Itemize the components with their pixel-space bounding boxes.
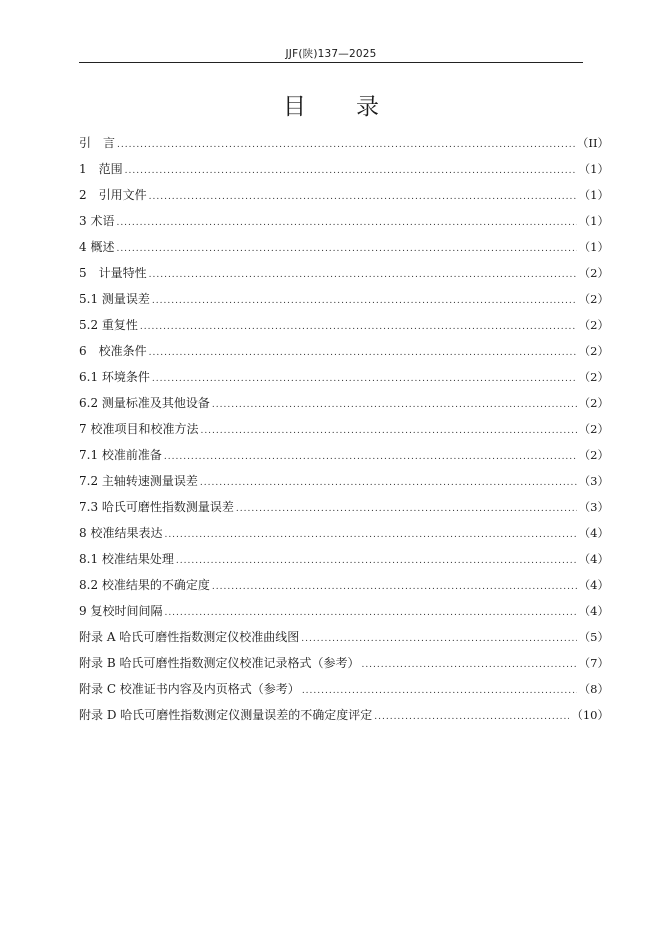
toc-entry[interactable]	[79, 238, 609, 264]
toc-entry-page: （2）	[578, 422, 609, 436]
toc-leader-dots	[152, 374, 577, 384]
toc-entry[interactable]	[79, 186, 609, 212]
toc-entry[interactable]	[79, 342, 609, 368]
toc-leader-dots	[200, 426, 576, 436]
toc-entry-label: 附录 B 哈氏可磨性指数测定仪校准记录格式（参考）	[79, 656, 360, 670]
toc-entry[interactable]	[79, 368, 609, 394]
toc-entry[interactable]	[79, 290, 609, 316]
toc-entry-page: （1）	[578, 214, 609, 228]
toc-entry[interactable]	[79, 524, 609, 550]
toc-entry-label: 7 校准项目和校准方法	[79, 422, 199, 436]
toc-entry-page: （II）	[576, 136, 609, 150]
toc-entry-page: （4）	[578, 552, 609, 566]
toc-leader-dots	[140, 322, 577, 332]
toc-entry-page: （4）	[578, 526, 609, 540]
page-title: 目录	[283, 94, 429, 120]
toc-leader-dots	[117, 140, 575, 150]
toc-entry[interactable]	[79, 628, 609, 654]
toc-entry[interactable]	[79, 420, 609, 446]
toc-entry-page: （2）	[578, 344, 609, 358]
toc-entry-label: 7.3 哈氏可磨性指数测量误差	[79, 500, 234, 514]
toc-entry[interactable]	[79, 446, 609, 472]
toc-entry[interactable]	[79, 680, 609, 706]
toc-leader-dots	[125, 166, 577, 176]
toc-entry-label: 9 复校时间间隔	[79, 604, 163, 618]
toc-entry-page: （2）	[578, 266, 609, 280]
toc-leader-dots	[116, 218, 576, 228]
toc-entry-label: 8.1 校准结果处理	[79, 552, 174, 566]
toc-entry-label: 8 校准结果表达	[79, 526, 163, 540]
toc-leader-dots	[236, 504, 577, 514]
toc-entry-page: （1）	[578, 240, 609, 254]
toc-entry-page: （2）	[578, 318, 609, 332]
toc-entry[interactable]	[79, 212, 609, 238]
toc-entry[interactable]	[79, 264, 609, 290]
toc-entry-page: （4）	[578, 578, 609, 592]
toc-leader-dots	[149, 270, 577, 280]
toc-leader-dots	[302, 686, 577, 696]
toc-entry-page: （3）	[578, 500, 609, 514]
toc-entry-page: （8）	[578, 682, 609, 696]
toc-entry-label: 7.2 主轴转速测量误差	[79, 474, 198, 488]
toc-entry-page: （7）	[578, 656, 609, 670]
toc-entry[interactable]	[79, 576, 609, 602]
toc-entry[interactable]	[79, 316, 609, 342]
toc-entry[interactable]	[79, 498, 609, 524]
table-of-contents	[79, 134, 609, 732]
toc-entry-page: （2）	[578, 396, 609, 410]
toc-leader-dots	[200, 478, 577, 488]
toc-entry-label: 1 范围	[79, 162, 123, 176]
toc-entry[interactable]	[79, 654, 609, 680]
toc-entry-page: （1）	[578, 162, 609, 176]
toc-entry-label: 4 概述	[79, 240, 115, 254]
toc-entry-page: （1）	[578, 188, 609, 202]
toc-entry[interactable]	[79, 134, 609, 160]
toc-leader-dots	[212, 400, 577, 410]
toc-leader-dots	[361, 660, 576, 670]
toc-entry-label: 7.1 校准前准备	[79, 448, 162, 462]
toc-entry-label: 6.2 测量标准及其他设备	[79, 396, 210, 410]
toc-entry-label: 5 计量特性	[79, 266, 147, 280]
toc-entry-page: （5）	[578, 630, 609, 644]
standard-code: JJF(陕)137—2025	[285, 48, 377, 60]
toc-entry[interactable]	[79, 602, 609, 628]
toc-entry-label: 6.1 环境条件	[79, 370, 150, 384]
toc-leader-dots	[164, 530, 576, 540]
toc-entry-page: （3）	[578, 474, 609, 488]
toc-leader-dots	[152, 296, 577, 306]
toc-leader-dots	[374, 712, 569, 722]
toc-entry-page: （2）	[578, 292, 609, 306]
toc-leader-dots	[176, 556, 577, 566]
toc-entry-label: 5.1 测量误差	[79, 292, 150, 306]
toc-entry[interactable]	[79, 160, 609, 186]
toc-entry-label: 附录 C 校准证书内容及内页格式（参考）	[79, 682, 300, 696]
toc-entry-page: （4）	[578, 604, 609, 618]
toc-entry[interactable]	[79, 394, 609, 420]
toc-entry-page: （2）	[578, 448, 609, 462]
toc-leader-dots	[301, 634, 576, 644]
toc-entry[interactable]	[79, 550, 609, 576]
toc-entry-label: 5.2 重复性	[79, 318, 138, 332]
toc-entry-page: （10）	[571, 708, 609, 722]
toc-entry-page: （2）	[578, 370, 609, 384]
toc-entry-label: 附录 A 哈氏可磨性指数测定仪校准曲线图	[79, 630, 300, 644]
toc-leader-dots	[149, 192, 577, 202]
toc-entry-label: 8.2 校准结果的不确定度	[79, 578, 210, 592]
toc-entry-label: 3 术语	[79, 214, 115, 228]
toc-leader-dots	[149, 348, 577, 358]
toc-leader-dots	[212, 582, 577, 592]
toc-entry-label: 2 引用文件	[79, 188, 147, 202]
toc-leader-dots	[164, 608, 576, 618]
toc-entry-label: 6 校准条件	[79, 344, 147, 358]
toc-leader-dots	[116, 244, 576, 254]
page-header	[79, 44, 583, 63]
toc-entry[interactable]	[79, 706, 609, 732]
toc-entry[interactable]	[79, 472, 609, 498]
toc-leader-dots	[164, 452, 577, 462]
toc-entry-label: 引 言	[79, 136, 116, 150]
toc-entry-label: 附录 D 哈氏可磨性指数测定仪测量误差的不确定度评定	[79, 708, 373, 722]
